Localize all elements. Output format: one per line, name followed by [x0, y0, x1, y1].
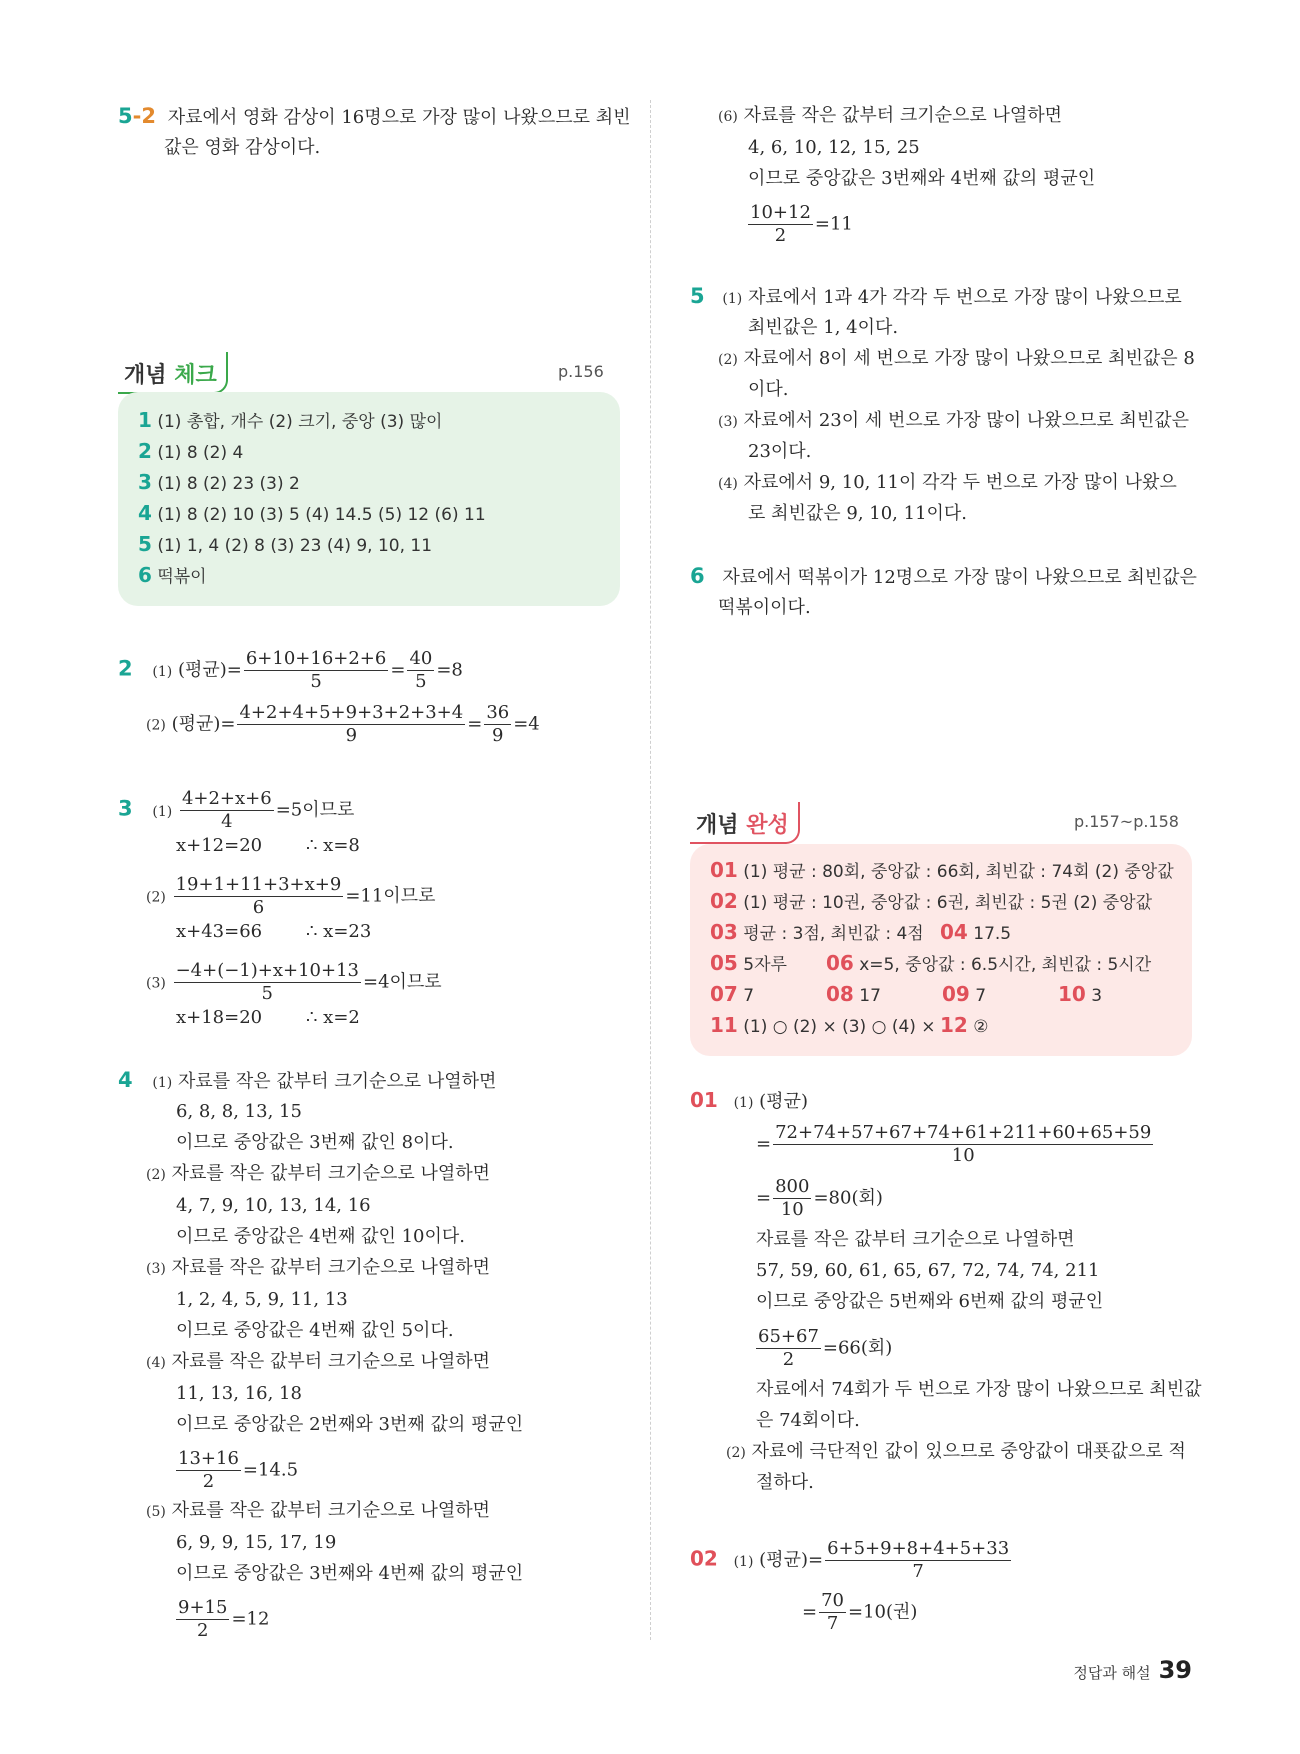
item-text: (1) 8 (2) 23 (3) 2 — [157, 474, 300, 494]
equation: x+18=20 — [176, 1007, 263, 1028]
data-list: 1, 2, 4, 5, 9, 11, 13 — [176, 1289, 348, 1310]
answer-5-2: 5-2 자료에서 영화 감상이 16명으로 가장 많이 나왔으므로 최빈 — [118, 104, 631, 128]
answer-5-2b: (2) 자료에서 8이 세 번으로 가장 많이 나왔으므로 최빈값은 8 — [718, 348, 1195, 369]
answer-4-4: (4) 자료를 작은 값부터 크기순으로 나열하면 — [146, 1351, 491, 1372]
item-text: 17.5 — [973, 924, 1012, 944]
item-text: (1) 8 (2) 10 (3) 5 (4) 14.5 (5) 12 (6) 11 — [157, 505, 486, 525]
footer-label: 정답과 해설 — [1073, 1664, 1151, 1682]
sort-instruction: 자료를 작은 값부터 크기순으로 나열하면 — [756, 1229, 1075, 1250]
page-ref: p.156 — [558, 362, 604, 381]
item-text: (1) 1, 4 (2) 8 (3) 23 (4) 9, 10, 11 — [157, 536, 433, 556]
item-number: 03 — [710, 920, 738, 944]
conclusion: 이므로 중앙값은 4번째 값인 10이다. — [176, 1226, 466, 1247]
data-list: 4, 6, 10, 12, 15, 25 — [748, 137, 920, 158]
average-result: = $\frac{70}{7}$ =10(권) — [802, 1590, 918, 1634]
item-text: 5자루 — [743, 955, 787, 975]
tag-bracket — [690, 802, 800, 844]
complete-item — [710, 1013, 936, 1039]
item-text: 7 — [743, 986, 755, 1006]
conclusion: 로 최빈값은 9, 10, 11이다. — [748, 503, 968, 524]
complete-item — [1058, 982, 1102, 1008]
average-expression: = $\frac{72+74+57+67+74+61+211+60+65+59}{10}$ — [756, 1122, 1152, 1166]
complete-item — [942, 982, 986, 1008]
equation: x+43=66 — [176, 921, 263, 942]
check-item — [138, 501, 486, 527]
complete-item — [940, 920, 1011, 946]
question-number: 5 — [690, 284, 705, 308]
item-number: 1 — [138, 408, 152, 432]
item-number: 04 — [940, 920, 968, 944]
item-text: ② — [973, 1017, 989, 1037]
complete-item — [710, 920, 924, 946]
item-number: 12 — [940, 1013, 968, 1037]
answer-2-1: 2 (1) (평균)= $\frac{6+10+16+2+6}{5}$ = $\frac{40}{5}$ =8 — [118, 648, 463, 692]
item-number: 2 — [138, 439, 152, 463]
item-number: 11 — [710, 1013, 738, 1037]
column-divider — [650, 100, 651, 1640]
page-footer — [1073, 1656, 1192, 1684]
equation-result: ∴ x=2 — [306, 1007, 360, 1028]
check-item — [138, 470, 300, 496]
check-item — [138, 439, 243, 465]
answer-01: 01 (1) (평균) — [690, 1088, 808, 1112]
conclusion: 이므로 중앙값은 3번째 값인 8이다. — [176, 1132, 454, 1153]
answer-5-3: (3) 자료에서 23이 세 번으로 가장 많이 나왔으므로 최빈값은 — [718, 410, 1190, 431]
data-list: 6, 8, 8, 13, 15 — [176, 1101, 302, 1122]
data-list: 11, 13, 16, 18 — [176, 1383, 302, 1404]
check-item — [138, 563, 207, 589]
complete-item — [710, 858, 1174, 884]
check-item — [138, 532, 432, 558]
conclusion: 절하다. — [756, 1472, 814, 1493]
item-text: 평균 : 3점, 최빈값 : 4점 — [743, 924, 924, 944]
answer-4-5: (5) 자료를 작은 값부터 크기순으로 나열하면 — [146, 1500, 491, 1521]
answer-4-1: 4 (1) 자료를 작은 값부터 크기순으로 나열하면 — [118, 1068, 497, 1092]
equation: x+12=20 — [176, 835, 263, 856]
answer-3-2: (2) $\frac{19+1+11+3+x+9}{6}$ =11이므로 — [146, 874, 436, 918]
complete-item — [940, 1013, 989, 1039]
concept-check-tag: 개념 체크 — [124, 363, 217, 388]
item-text: x=5, 중앙값 : 6.5시간, 최빈값 : 5시간 — [859, 955, 1152, 975]
item-text: (1) 평균 : 10권, 중앙값 : 6권, 최빈값 : 5권 (2) 중앙값 — [743, 893, 1153, 913]
fraction: $\frac{36}{9}$ — [486, 702, 510, 746]
conclusion: 23이다. — [748, 441, 812, 462]
median-fraction: $\frac{9+15}{2}$ =12 — [178, 1597, 270, 1641]
item-number: 09 — [942, 982, 970, 1006]
fraction: $\frac{65+67}{2}$ — [758, 1326, 819, 1370]
item-number: 4 — [138, 501, 152, 525]
complete-item — [710, 982, 754, 1008]
complete-item — [710, 951, 787, 977]
question-number: 6 — [690, 564, 705, 588]
item-number: 07 — [710, 982, 738, 1006]
median-fraction: $\frac{65+67}{2}$ =66(회) — [758, 1326, 893, 1370]
page-ref: p.157~p.158 — [1074, 812, 1179, 831]
conclusion: 이므로 중앙값은 2번째와 3번째 값의 평균인 — [176, 1414, 524, 1435]
fraction: $\frac{40}{5}$ — [409, 648, 433, 692]
answer-6: 6 자료에서 떡볶이가 12명으로 가장 많이 나왔으므로 최빈값은 — [690, 564, 1197, 588]
answer-3-3: (3) $\frac{-4+(-1)+x+10+13}{5}$ =4이므로 — [146, 960, 442, 1004]
complete-item — [826, 951, 1151, 977]
question-number: 02 — [690, 1546, 718, 1571]
conclusion: 이다. — [748, 379, 789, 400]
item-number: 01 — [710, 858, 738, 882]
question-number: 3 — [118, 796, 133, 821]
answer-4-3: (3) 자료를 작은 값부터 크기순으로 나열하면 — [146, 1257, 491, 1278]
item-number: 06 — [826, 951, 854, 975]
fraction: $\frac{-4+(-1)+x+10+13}{5}$ — [175, 960, 359, 1004]
item-number: 3 — [138, 470, 152, 494]
median-fraction: $\frac{13+16}{2}$ =14.5 — [178, 1448, 299, 1492]
data-list: 6, 9, 9, 15, 17, 19 — [176, 1532, 337, 1553]
fraction: $\frac{6+5+9+8+4+5+33}{7}$ — [827, 1538, 1010, 1582]
item-text: (1) 평균 : 80회, 중앙값 : 66회, 최빈값 : 74회 (2) 중앙값 — [743, 862, 1174, 882]
item-number: 5 — [138, 532, 152, 556]
question-number: 4 — [118, 1068, 133, 1092]
complete-item — [710, 889, 1152, 915]
complete-item — [826, 982, 881, 1008]
item-number: 05 — [710, 951, 738, 975]
item-text: (1) 8 (2) 4 — [157, 443, 244, 463]
concept-complete-tag: 개념 완성 — [696, 813, 789, 838]
mode-statement-cont: 은 74회이다. — [756, 1410, 860, 1431]
data-list: 4, 7, 9, 10, 13, 14, 16 — [176, 1195, 371, 1216]
mode-statement: 자료에서 74회가 두 번으로 가장 많이 나왔으므로 최빈값 — [756, 1379, 1202, 1400]
fraction: $\frac{10+12}{2}$ — [750, 202, 811, 246]
fraction: $\frac{13+16}{2}$ — [178, 1448, 239, 1492]
fraction: $\frac{6+10+16+2+6}{5}$ — [245, 648, 387, 692]
answer-2-2: (2) (평균)= $\frac{4+2+4+5+9+3+2+3+4}{9}$ = $\frac{36}{9}$ =4 — [146, 702, 540, 746]
answer-02: 02 (1) (평균)= $\frac{6+5+9+8+4+5+33}{7}$ — [690, 1538, 1010, 1582]
fraction: $\frac{70}{7}$ — [821, 1590, 844, 1634]
question-number: 01 — [690, 1088, 718, 1112]
conclusion: 이므로 중앙값은 3번째와 4번째 값의 평균인 — [748, 168, 1096, 189]
conclusion: 이므로 중앙값은 3번째와 4번째 값의 평균인 — [176, 1563, 524, 1584]
question-number: 2 — [118, 656, 133, 681]
fraction: $\frac{800}{10}$ — [775, 1176, 810, 1220]
item-number: 6 — [138, 563, 152, 587]
fraction: $\frac{4+2+4+5+9+3+2+3+4}{9}$ — [239, 702, 464, 746]
average-result: = $\frac{800}{10}$ =80(회) — [756, 1176, 883, 1220]
data-list: 57, 59, 60, 61, 65, 67, 72, 74, 74, 211 — [756, 1260, 1100, 1281]
item-text: 떡볶이 — [157, 567, 207, 587]
tag-bracket — [118, 352, 228, 394]
item-number: 10 — [1058, 982, 1086, 1006]
question-number: 5-2 — [118, 104, 156, 128]
conclusion: 이므로 중앙값은 4번째 값인 5이다. — [176, 1320, 454, 1341]
answer-5-2-line2: 값은 영화 감상이다. — [164, 137, 321, 158]
conclusion: 떡볶이이다. — [718, 597, 811, 618]
equation-result: ∴ x=8 — [306, 835, 360, 856]
answer-4-6: (6) 자료를 작은 값부터 크기순으로 나열하면 — [718, 105, 1063, 126]
item-text: (1) 총합, 개수 (2) 크기, 중앙 (3) 많이 — [157, 412, 443, 432]
fraction: $\frac{19+1+11+3+x+9}{6}$ — [175, 874, 342, 918]
fraction: $\frac{9+15}{2}$ — [178, 1597, 228, 1641]
conclusion: 이므로 중앙값은 5번째와 6번째 값의 평균인 — [756, 1291, 1104, 1312]
item-text: 3 — [1091, 986, 1103, 1006]
fraction: $\frac{4+2+x+6}{4}$ — [181, 788, 272, 832]
equation-result: ∴ x=23 — [306, 921, 372, 942]
answer-01-2: (2) 자료에 극단적인 값이 있으므로 중앙값이 대푯값으로 적 — [726, 1441, 1186, 1462]
answer-5-1: 5 (1) 자료에서 1과 4가 각각 두 번으로 가장 많이 나왔으므로 — [690, 284, 1182, 308]
page-number: 39 — [1158, 1656, 1192, 1684]
item-text: (1) ○ (2) × (3) ○ (4) × — [743, 1017, 936, 1037]
item-text: 17 — [859, 986, 881, 1006]
answer-5-4: (4) 자료에서 9, 10, 11이 각각 두 번으로 가장 많이 나왔으 — [718, 472, 1177, 493]
answer-3-1: 3 (1) $\frac{4+2+x+6}{4}$ =5이므로 — [118, 788, 355, 832]
median-fraction: $\frac{10+12}{2}$ =11 — [750, 202, 853, 246]
item-text: 7 — [975, 986, 987, 1006]
answer-4-2: (2) 자료를 작은 값부터 크기순으로 나열하면 — [146, 1163, 491, 1184]
fraction: $\frac{72+74+57+67+74+61+211+60+65+59}{10}$ — [775, 1122, 1152, 1166]
check-item — [138, 408, 442, 434]
conclusion: 최빈값은 1, 4이다. — [748, 317, 899, 338]
item-number: 08 — [826, 982, 854, 1006]
item-number: 02 — [710, 889, 738, 913]
